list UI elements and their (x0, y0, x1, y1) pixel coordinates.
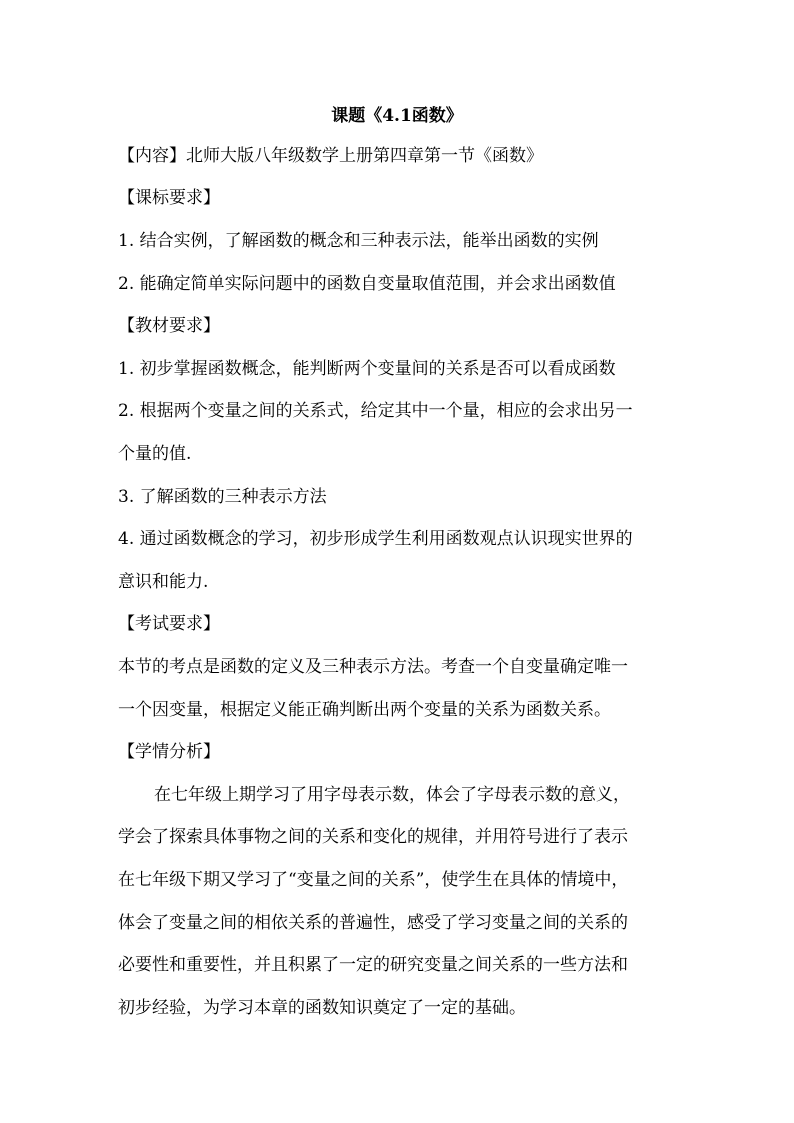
document-title: 课题《4.1函数》 (331, 106, 463, 126)
analysis-paragraph-line-4: 体会了变量之间的相依关系的普遍性，感受了学习变量之间的关系的 (118, 913, 628, 933)
textbook-item-3: 3. 了解函数的三种表示方法 (118, 487, 327, 507)
analysis-paragraph-line-3: 在七年级下期又学习了“变量之间的关系”，使学生在具体的情境中， (118, 870, 629, 890)
textbook-item-4: 4. 通过函数概念的学习，初步形成学生利用函数观点认识现实世界的 (118, 529, 633, 549)
textbook-item-2-cont: 个量的值. (118, 444, 192, 464)
analysis-paragraph-line-1: 在七年级上期学习了用字母表示数，体会了字母表示数的意义， (154, 785, 630, 805)
textbook-item-1: 1. 初步掌握函数概念，能判断两个变量间的关系是否可以看成函数 (118, 359, 616, 379)
analysis-paragraph-line-5: 必要性和重要性，并且积累了一定的研究变量之间关系的一些方法和 (118, 955, 628, 975)
content-line: 【内容】北师大版八年级数学上册第四章第一节《函数》 (118, 146, 543, 166)
textbook-item-4-cont: 意识和能力. (118, 572, 209, 592)
section-heading-analysis: 【学情分析】 (118, 742, 220, 762)
section-heading-textbook: 【教材要求】 (118, 316, 220, 336)
section-heading-exam: 【考试要求】 (118, 614, 220, 634)
exam-paragraph-line-2: 一个因变量，根据定义能正确判断出两个变量的关系为函数关系。 (118, 700, 611, 720)
analysis-paragraph-line-2: 学会了探索具体事物之间的关系和变化的规律，并用符号进行了表示 (118, 827, 628, 847)
curriculum-item-2: 2. 能确定简单实际问题中的函数自变量取值范围，并会求出函数值 (118, 274, 616, 294)
curriculum-item-1: 1. 结合实例，了解函数的概念和三种表示法，能举出函数的实例 (118, 231, 599, 251)
exam-paragraph-line-1: 本节的考点是函数的定义及三种表示方法。考查一个自变量确定唯一 (118, 657, 628, 677)
analysis-paragraph-line-6: 初步经验，为学习本章的函数知识奠定了一定的基础。 (118, 998, 526, 1018)
textbook-item-2: 2. 根据两个变量之间的关系式，给定其中一个量，相应的会求出另一 (118, 401, 633, 421)
section-heading-curriculum: 【课标要求】 (118, 188, 220, 208)
